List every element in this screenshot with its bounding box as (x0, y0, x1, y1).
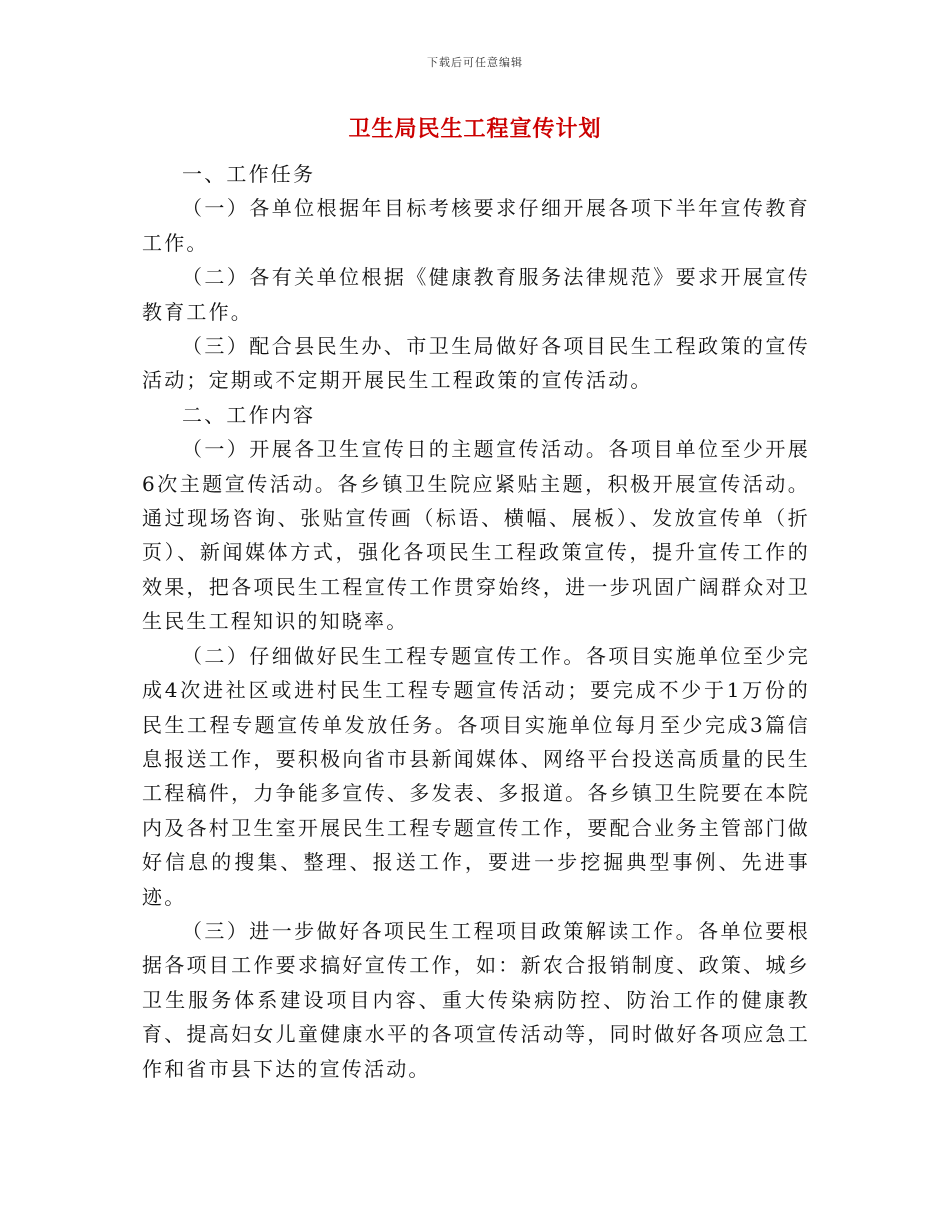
section-heading-tasks: 一、工作任务 (182, 162, 316, 186)
paragraph: （二）各有关单位根据《健康教育服务法律规范》要求开展宣传教育工作。 (142, 265, 810, 324)
header-note: 下载后可任意编辑 (427, 56, 523, 69)
paragraph: （二）仔细做好民生工程专题宣传工作。各项目实施单位至少完成4次进社区或进村民生工程专题宣传活动；要完成不少于1万份的民生工程专题宣传单发放任务。各项目实施单位每月至少完成3篇信息报送工作，要积极向省市县新闻媒体、网络平台投送高质量的民生工程稿件，力争能多宣传、多发表、多报道。各乡镇卫生院要在本院内及各村卫生室开展民生工程专题宣传工作，要配合业务主管部门做好信息的搜集、整理、报送工作，要进一步挖掘典型事例、先进事迹。 (142, 643, 810, 909)
paragraph: （三）配合县民生办、市卫生局做好各项目民生工程政策的宣传活动；定期或不定期开展民生工程政策的宣传活动。 (142, 334, 810, 393)
document-body (142, 157, 810, 1086)
section-heading-content: 二、工作内容 (182, 402, 316, 427)
paragraph: （一）开展各卫生宣传日的主题宣传活动。各项目单位至少开展6次主题宣传活动。各乡镇卫生院应紧贴主题，积极开展宣传活动。通过现场咨询、张贴宣传画（标语、横幅、展板）、发放宣传单（折页）、新闻媒体方式，强化各项民生工程政策宣传，提升宣传工作的效果，把各项民生工程宣传工作贯穿始终，进一步巩固广阔群众对卫生民生工程知识的知晓率。 (142, 437, 810, 634)
paragraph: （三）进一步做好各项民生工程项目政策解读工作。各单位要根据各项目工作要求搞好宣传工作，如：新农合报销制度、政策、城乡卫生服务体系建设项目内容、重大传染病防控、防治工作的健康教育、提高妇女儿童健康水平的各项宣传活动等，同时做好各项应急工作和省市县下达的宣传活动。 (142, 918, 810, 1081)
paragraph: （一）各单位根据年目标考核要求仔细开展各项下半年宣传教育工作。 (142, 196, 810, 255)
document-title: 卫生局民生工程宣传计划 (348, 116, 602, 142)
